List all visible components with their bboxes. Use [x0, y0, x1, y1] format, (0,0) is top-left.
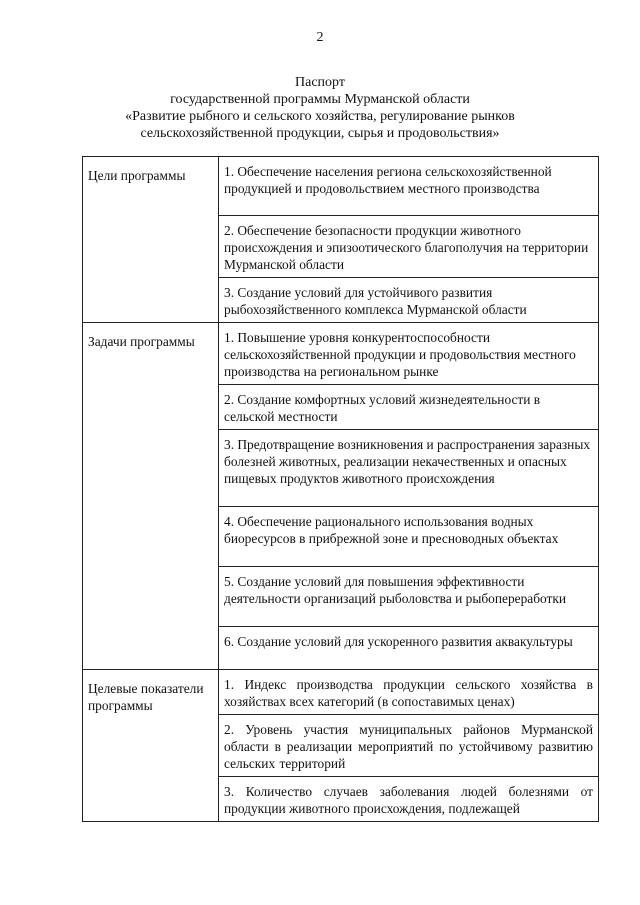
page-number: 2	[316, 30, 324, 45]
title-line-1: Паспорт	[295, 75, 345, 90]
document-title	[0, 74, 640, 142]
title-line-2: государственной программы Мурманской области	[170, 92, 470, 107]
task-item-4: 4. Обеспечение рационального использования водных биоресурсов в прибрежной зоне и пресноводных объектах	[219, 507, 599, 567]
goal-item-2: 2. Обеспечение безопасности продукции животного происхождения и эпизоотического благополучия на территории Мурманской области	[219, 216, 599, 278]
task-item-3: 3. Предотвращение возникновения и распространения заразных болезней животных, реализации некачественных и опасных пищевых продуктов животного происхождения	[219, 430, 599, 507]
title-line-4: сельскохозяйственной продукции, сырья и продовольствия»	[140, 126, 500, 141]
task-item-1: 1. Повышение уровня конкурентоспособности сельскохозяйственной продукции и продовольствия местного производства на региональном рынке	[219, 323, 599, 385]
section-label-tasks: Задачи программы	[83, 323, 219, 670]
table-row	[83, 323, 599, 385]
passport-table	[82, 156, 599, 822]
section-label-goals: Цели программы	[83, 157, 219, 323]
task-item-2: 2. Создание комфортных условий жизнедеятельности в сельской местности	[219, 385, 599, 430]
indicator-item-1: 1. Индекс производства продукции сельского хозяйства в хозяйствах всех категорий (в сопоставимых ценах)	[219, 670, 599, 715]
table-row	[83, 157, 599, 216]
task-item-6: 6. Создание условий для ускоренного развития аквакультуры	[219, 627, 599, 670]
table-row	[83, 670, 599, 715]
section-label-indicators: Целевые показатели программы	[83, 670, 219, 822]
goal-item-1: 1. Обеспечение населения региона сельскохозяйственной продукцией и продовольствием местного производства	[219, 157, 599, 216]
indicator-item-3: 3. Количество случаев заболевания людей болезнями от продукции животного происхождения, подлежащей	[219, 777, 599, 822]
task-item-5: 5. Создание условий для повышения эффективности деятельности организаций рыболовства и рыбопереработки	[219, 567, 599, 627]
indicator-item-2: 2. Уровень участия муниципальных районов Мурманской области в реализации мероприятий по устойчивому развитию сельских территорий	[219, 715, 599, 777]
title-line-3: «Развитие рыбного и сельского хозяйства, регулирование рынков	[125, 109, 515, 124]
goal-item-3: 3. Создание условий для устойчивого развития рыбохозяйственного комплекса Мурманской области	[219, 278, 599, 323]
